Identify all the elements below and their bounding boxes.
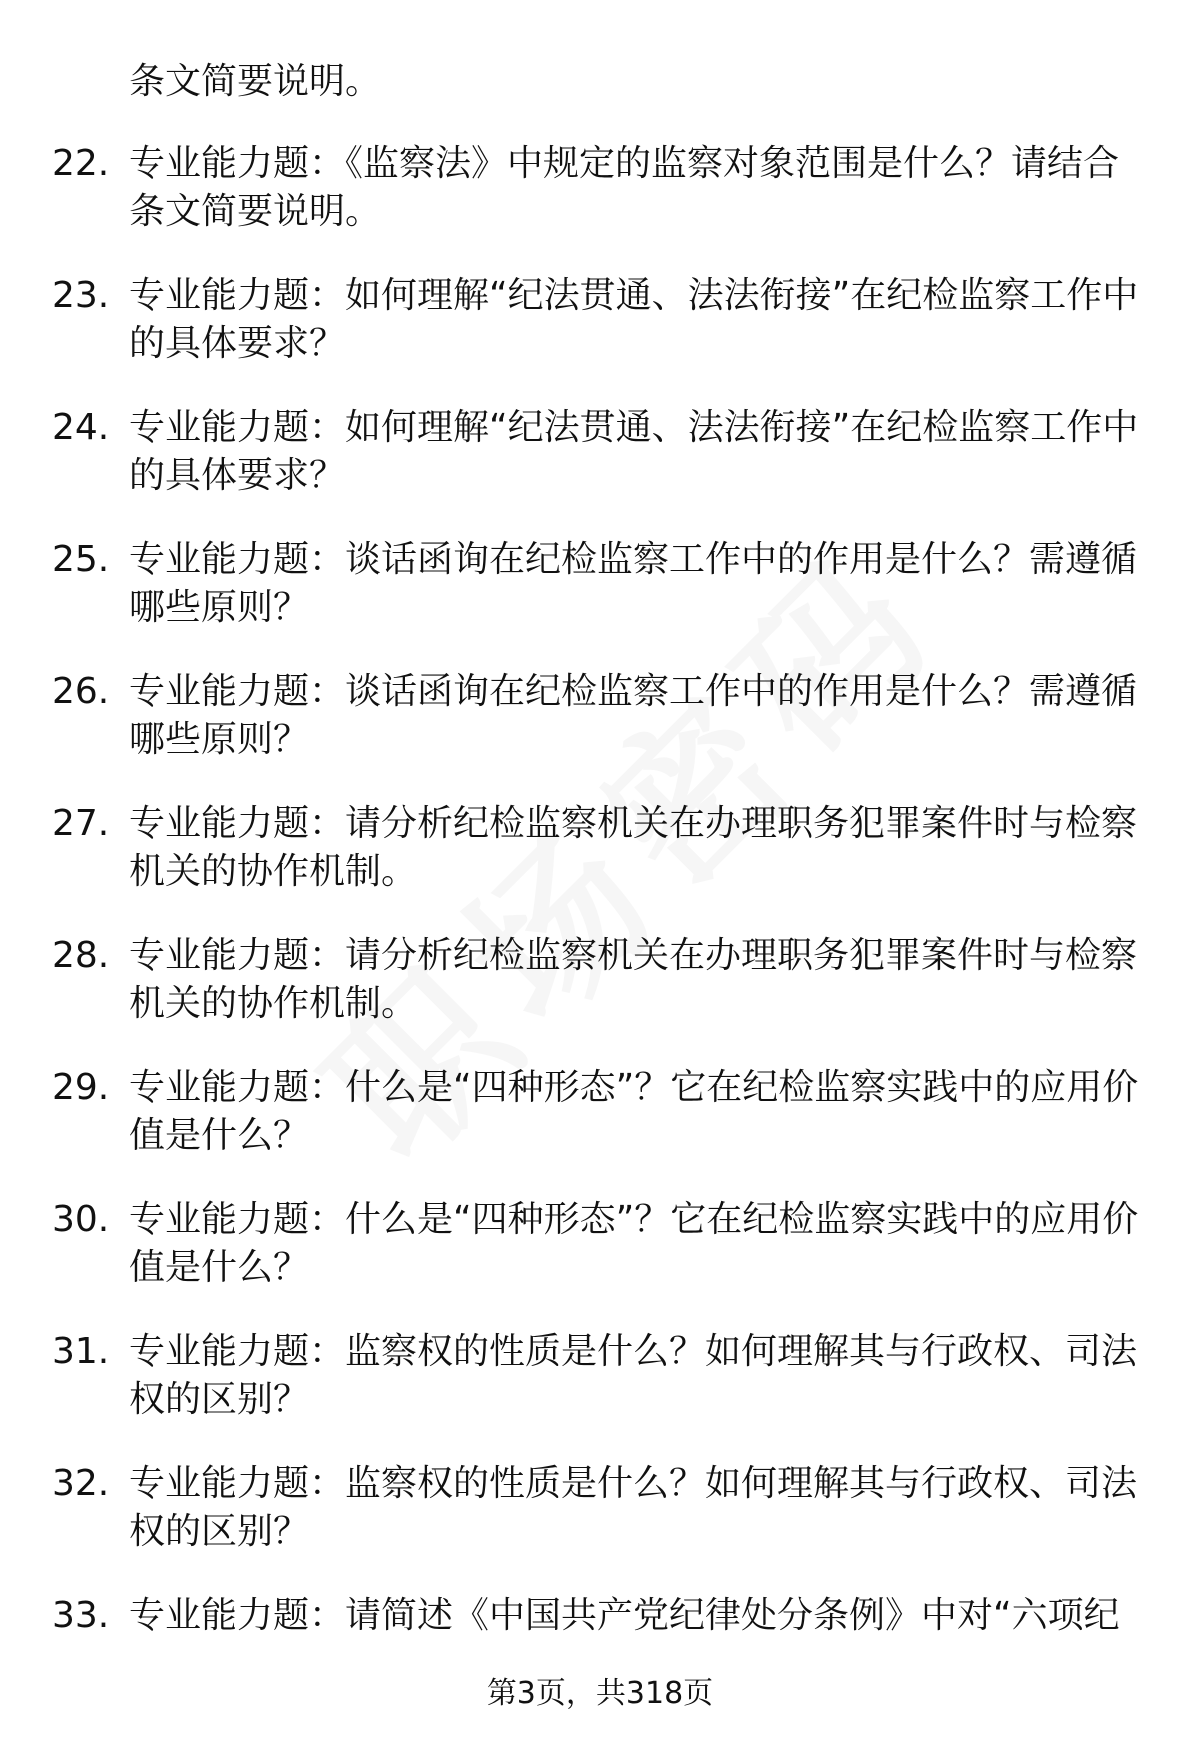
question-number: 31. [52,1331,110,1372]
question-27 [0,800,1200,932]
question-number: 32. [52,1463,110,1504]
continued-question-text: 条文简要说明。 [129,61,382,102]
question-text: 专业能力题：如何理解“纪法贯通、法法衔接”在纪检监察工作中的具体要求？ [129,407,1139,496]
question-text: 专业能力题：谈话函询在纪检监察工作中的作用是什么？需遵循哪些原则？ [129,671,1138,760]
question-text: 专业能力题：如何理解“纪法贯通、法法衔接”在纪检监察工作中的具体要求？ [129,275,1139,364]
question-number: 27. [52,803,110,844]
question-22 [0,140,1200,272]
question-number: 23. [52,275,110,316]
question-30 [0,1196,1200,1328]
question-number: 29. [52,1067,110,1108]
question-text: 专业能力题：请分析纪检监察机关在办理职务犯罪案件时与检察机关的协作机制。 [129,803,1138,892]
question-29 [0,1064,1200,1196]
question-24 [0,404,1200,536]
question-32 [0,1460,1200,1592]
question-number: 30. [52,1199,110,1240]
question-text: 专业能力题：什么是“四种形态”？它在纪检监察实践中的应用价值是什么？ [129,1199,1139,1288]
question-text: 专业能力题：监察权的性质是什么？如何理解其与行政权、司法权的区别？ [129,1331,1138,1420]
question-25 [0,536,1200,668]
question-28 [0,932,1200,1064]
question-26 [0,668,1200,800]
question-31 [0,1328,1200,1460]
question-number: 24. [52,407,110,448]
question-text: 专业能力题：《监察法》中规定的监察对象范围是什么？请结合条文简要说明。 [129,143,1120,232]
page-footer: 第3页，共318页 [486,1676,714,1711]
question-number: 22. [52,143,110,184]
question-text: 专业能力题：请分析纪检监察机关在办理职务犯罪案件时与检察机关的协作机制。 [129,935,1138,1024]
question-text: 专业能力题：请简述《中国共产党纪律处分条例》中对“六项纪 [129,1595,1120,1636]
question-number: 28. [52,935,110,976]
question-number: 33. [52,1595,110,1636]
question-list [0,140,1200,1724]
question-text: 专业能力题：什么是“四种形态”？它在纪检监察实践中的应用价值是什么？ [129,1067,1139,1156]
question-23 [0,272,1200,404]
question-number: 26. [52,671,110,712]
question-number: 25. [52,539,110,580]
question-text: 专业能力题：谈话函询在纪检监察工作中的作用是什么？需遵循哪些原则？ [129,539,1138,628]
question-text: 专业能力题：监察权的性质是什么？如何理解其与行政权、司法权的区别？ [129,1463,1138,1552]
